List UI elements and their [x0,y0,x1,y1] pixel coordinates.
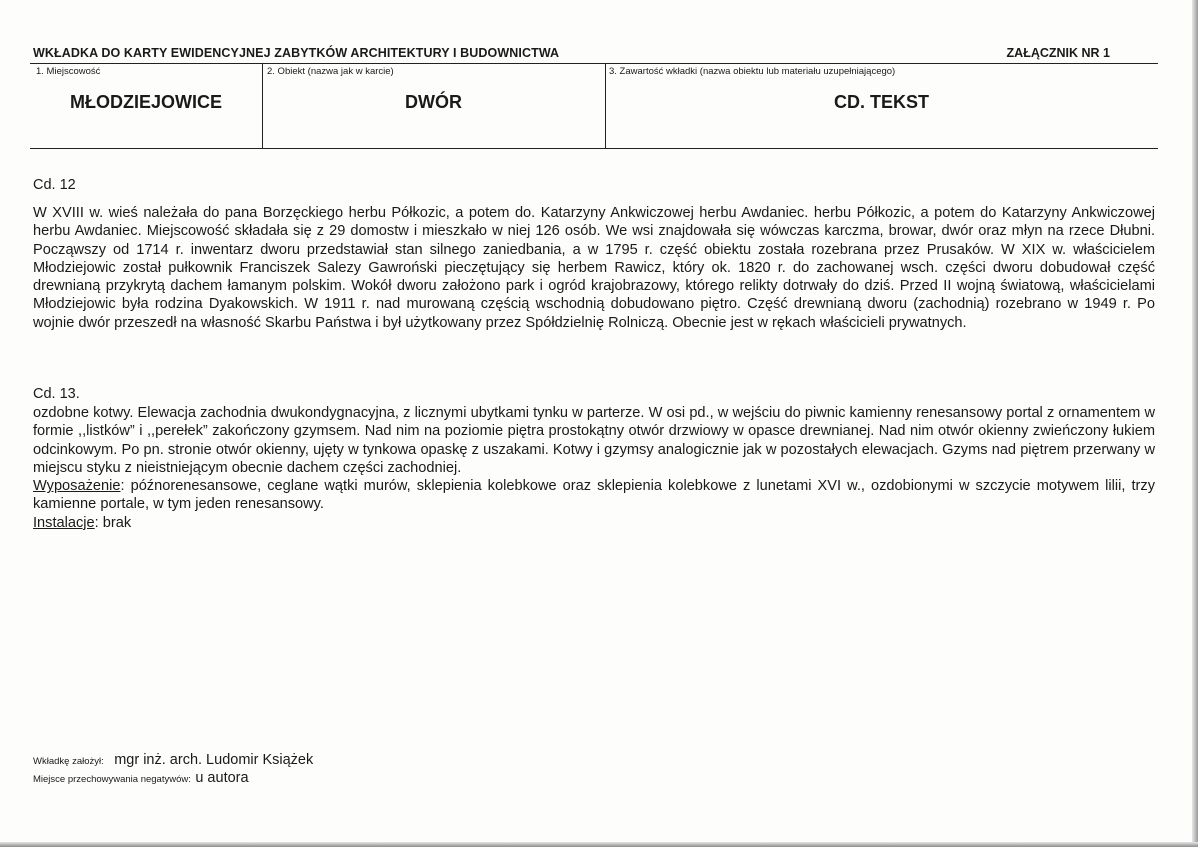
scan-edge-bottom [0,842,1198,847]
object-value: DWÓR [405,92,462,112]
installations-label: Instalacje [33,514,95,531]
equipment-text: : późnorenesansowe, ceglane wątki murów, sklepienia kolebkowe oraz sklepienia kolebkowe z lunetami XVI w., ozdobionymi w szczycie motywem lilii, trzy kamienne portale, w tym jeden renesansowy. [33,478,1155,513]
storage-label: Miejsce przechowywania negatywów: [33,774,191,785]
header-top-rule [30,63,1158,64]
section-12-heading: Cd. 12 [33,177,76,193]
locality-label: 1. Miejscowość [36,66,101,77]
storage-line [33,769,249,787]
content-value: CD. TEKST [833,92,929,112]
section-13-heading: Cd. 13. [33,386,80,402]
author-label: Wkładkę założył: [33,756,104,767]
equipment-label: Wyposażenie [33,478,121,495]
header-bottom-rule [30,148,1158,149]
author-value: mgr inż. arch. Ludomir Książek [114,752,314,768]
storage-value: u autora [195,770,249,786]
section-13-text: ozdobne kotwy. Elewacja zachodnia dwukondygnacyjna, z licznymi ubytkami tynku w parterze. W osi pd., w wejściu do piwnic kamienny renesansowy portal z ornamentem w formie ,,listków” i ,,perełek” zakończony gzymsem. Nad nim na poziomie piętra prostokątny otwór drzwiowy w opasce drewnianej. Nad nim otwór okienny zwieńczony łukiem odcinkowym. Po pn. stronie otwór okienny, ujęty w tynkowa opaskę z uszakami. Kotwy i gzymsy analogicznie jak w pozostałych elewacjach. Gzyms nad piętrem przerwany w miejscu styku z nieistniejącym obecnie dachem części zachodniej. [33,405,1155,476]
annex-number: ZAŁĄCZNIK NR 1 [1006,46,1110,60]
locality-value: MŁODZIEJOWICE [70,92,222,112]
form-title: WKŁADKA DO KARTY EWIDENCYJNEJ ZABYTKÓW ARCHITEKTURY I BUDOWNICTWA [33,46,560,60]
section-13-body [33,404,1155,532]
author-line [33,751,313,769]
content-label: 3. Zawartość wkładki (nazwa obiektu lub materiału uzupełniającego) [609,66,896,77]
section-12-text: W XVIII w. wieś należała do pana Borzęckiego herbu Półkozic, a potem do. Katarzyny Ankwiczowej herbu Awdaniec. herbu Półkozic, a potem do Katarzyny Ankwiczowej herbu Awdaniec. Miejscowość składała się z 29 domostw i mieszkało w niej 126 osób. We wsi znajdowała się wówczas karczma, browar, dwór oraz młyn na rzece Dłubni. Począwszy od 1714 r. inwentarz dworu przedstawiał stan silnego zaniedbania, a w 1795 r. część obiektu została rozebrana przez Prusaków. W XIX w. właścicielem Młodziejowic został pułkownik Franciszek Salezy Gawroński pieczętujący się herbem Rawicz, który ok. 1820 r. do zachowanej wsch. części dworu dobudował część drewnianą przykrytą dachem łamanym polskim. Wokół dworu założono park i ogród krajobrazowy, którego relikty dotrwały do dziś. Przed II wojną światową, właścicielami Młodziejowic była rodzina Dyakowskich. W 1911 r. nad murowaną częścią wschodnią dobudowano piętro. Część drewnianą dworu (zachodnią) rozebrano w 1949 r. Po wojnie dwór przeszedł na własność Skarbu Państwa i był użytkowany przez Spółdzielnię Rolniczą. Obecnie jest w rękach właścicieli prywatnych. [33,205,1155,331]
object-label: 2. Obiekt (nazwa jak w karcie) [267,66,394,77]
installations-text: : brak [94,514,132,531]
scan-edge-right [1192,0,1198,847]
